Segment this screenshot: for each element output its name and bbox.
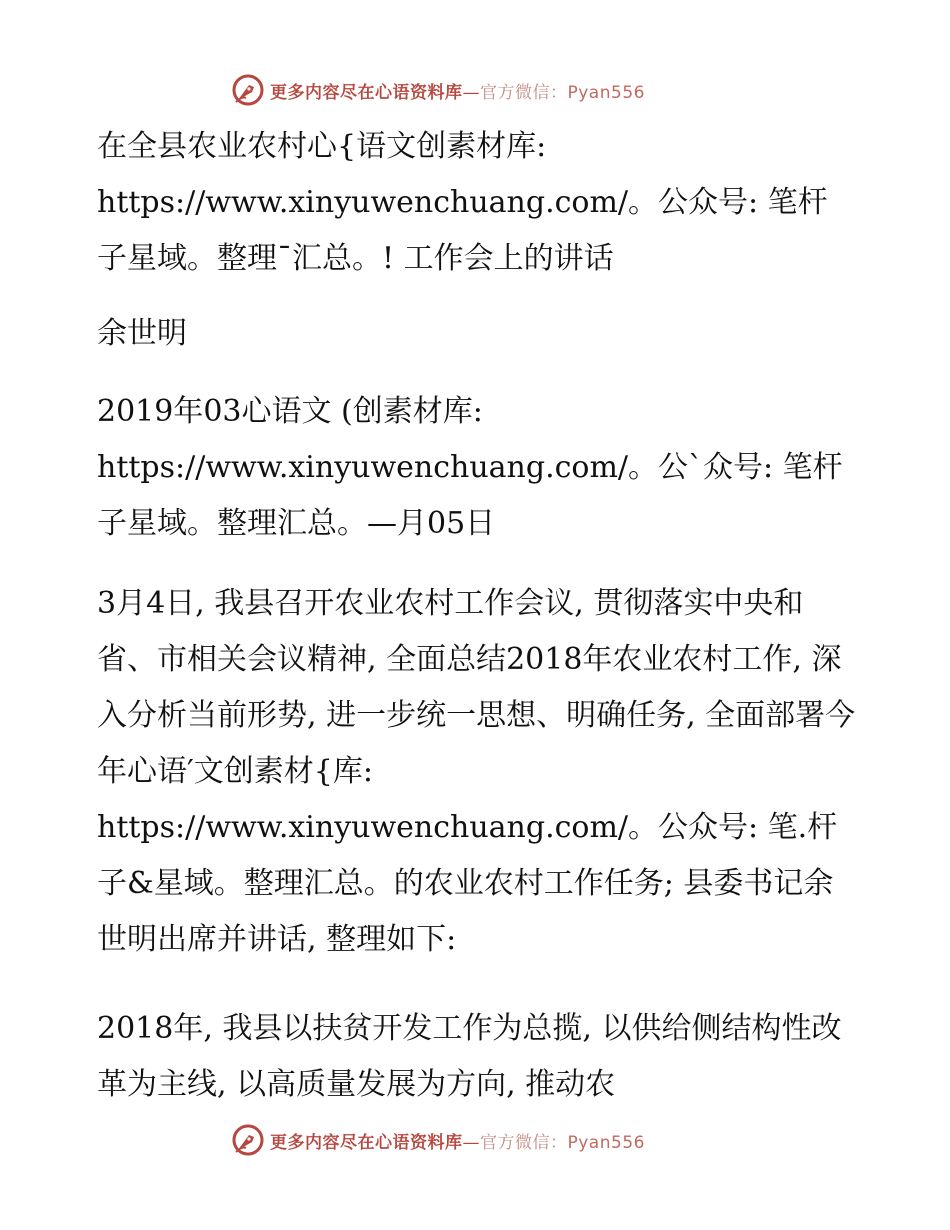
paragraph-date — [97, 384, 857, 552]
paragraph-text: 3月4日, 我县召开农业农村工作会议, 贯彻落实中央和省、市相关会议精神, 全面总结2018年农业农村工作, 深入分析当前形势, 进一步统一思想、明确任务, 全面部署今年心语′文创素材{库: https://www.xinyuwenchuang.com/。公众号: 笔.杆子&星域。整理汇总。的农业农村工作任务; 县委书记余世明出席并讲话, 整理如下: — [97, 586, 856, 957]
watermark-footer — [232, 1123, 645, 1157]
paragraph-title — [97, 119, 857, 287]
watermark-dash: — — [462, 82, 480, 103]
paragraph-text: 在全县农业农村心{语文创素材库: https://www.xinyuwenchuang.com/。公众号: 笔杆子星域。整理¯汇总。! 工作会上的讲话 — [97, 129, 828, 276]
watermark-wechat-label: 官方微信： — [480, 1132, 568, 1153]
paragraph-text: 2018年, 我县以扶贫开发工作为总揽, 以供给侧结构性改革为主线, 以高质量发展为方向, 推动农 — [97, 1011, 842, 1102]
watermark-text — [270, 78, 645, 103]
watermark-wechat-label: 官方微信： — [480, 82, 568, 103]
watermark-brand: 更多内容尽在心语资料库 — [270, 82, 463, 103]
watermark-dash: — — [462, 1132, 480, 1153]
watermark-wechat-id: Pyan556 — [567, 1132, 645, 1153]
watermark-header — [232, 73, 645, 107]
pen-nib-logo-icon — [232, 74, 264, 106]
paragraph-intro — [97, 576, 857, 968]
paragraph-body — [97, 1001, 857, 1113]
watermark-text — [270, 1128, 645, 1153]
paragraph-author — [97, 306, 857, 362]
watermark-wechat-id: Pyan556 — [567, 82, 645, 103]
pen-nib-logo-icon — [232, 1124, 264, 1156]
paragraph-text: 余世明 — [97, 316, 187, 351]
paragraph-text: 2019年03心语文 (创素材库: https://www.xinyuwenchuang.com/。公`众号: 笔杆子星域。整理汇总。—月05日 — [97, 394, 843, 541]
watermark-brand: 更多内容尽在心语资料库 — [270, 1132, 463, 1153]
